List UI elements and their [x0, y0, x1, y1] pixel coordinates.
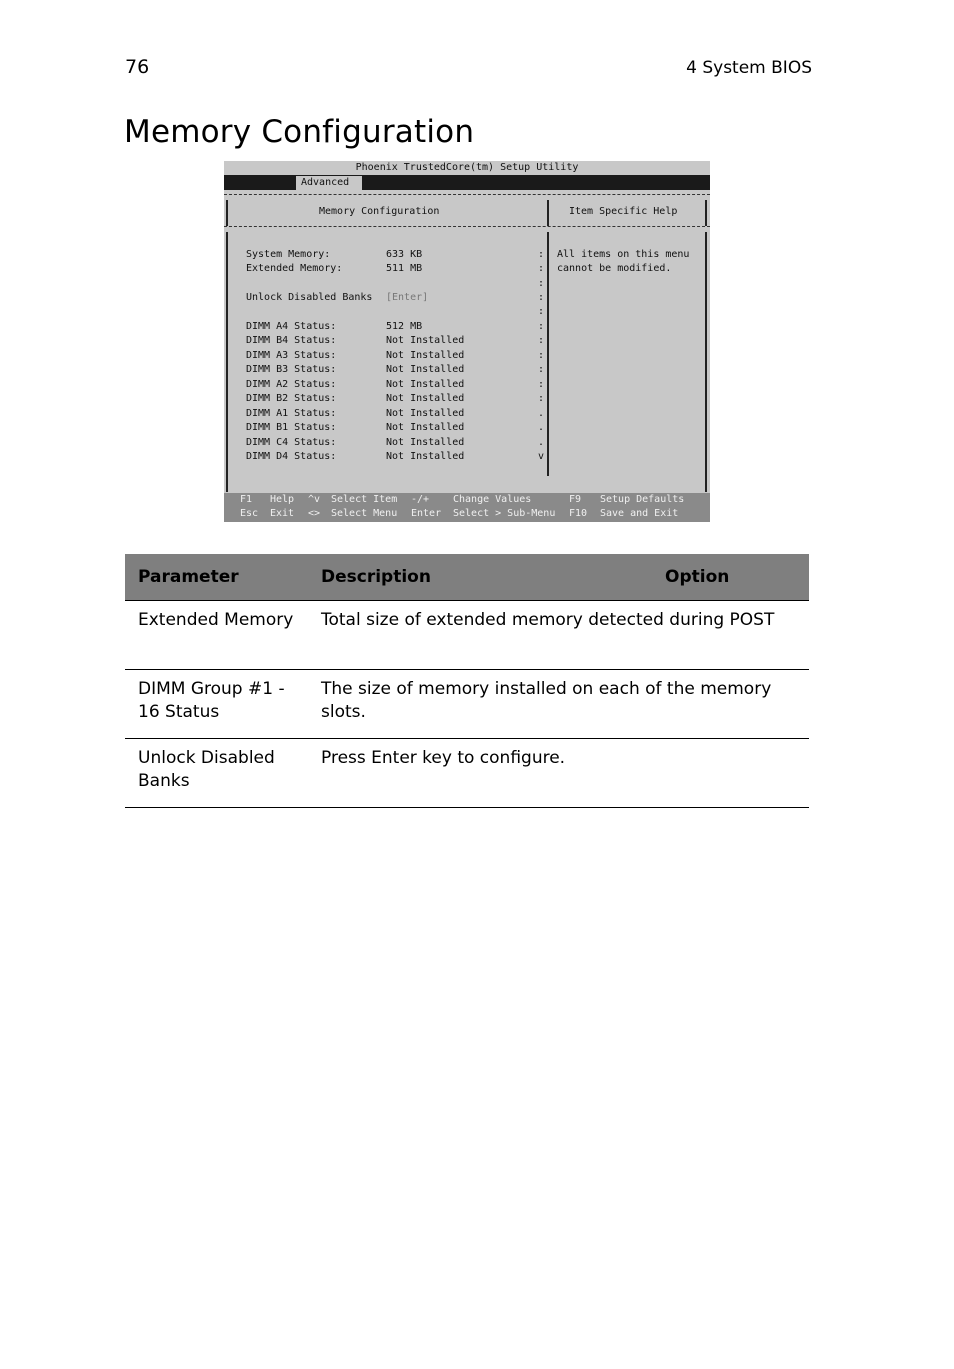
table-row [125, 670, 809, 739]
cell-parameter: DIMM Group #1 - 16 Status [125, 670, 308, 739]
cell-parameter: Extended Memory [125, 601, 308, 670]
scroll-marker: : [538, 278, 545, 289]
bios-field-value: 511 MB [386, 263, 423, 274]
cell-description: Total size of extended memory detected during POST [308, 601, 809, 670]
bios-field-label: DIMM D4 Status: [246, 451, 337, 462]
bios-title: Phoenix TrustedCore(tm) Setup Utility [224, 161, 710, 175]
bios-tab-advanced[interactable]: Advanced [296, 176, 362, 190]
scroll-marker: : [538, 364, 545, 375]
scroll-marker: : [538, 379, 545, 390]
bios-field-value: Not Installed [386, 364, 465, 375]
scroll-marker: : [538, 263, 545, 274]
header-option: Option [649, 554, 809, 601]
bios-border [705, 200, 707, 226]
bios-field-label: System Memory: [246, 249, 331, 260]
key-enter-action: Select > Sub-Menu [453, 508, 556, 519]
key-leftright[interactable]: <> [308, 508, 321, 519]
bios-field-label: DIMM A1 Status: [246, 408, 337, 419]
header-description: Description [308, 554, 649, 601]
scroll-marker: . [538, 437, 545, 448]
bios-field-label[interactable]: Unlock Disabled Banks [246, 292, 373, 303]
bios-screenshot [224, 161, 710, 522]
bios-field-label: DIMM C4 Status: [246, 437, 337, 448]
scroll-marker: . [538, 422, 545, 433]
bios-divider [224, 194, 710, 195]
bios-field-label: DIMM A4 Status: [246, 321, 337, 332]
scroll-marker: : [538, 249, 545, 260]
key-f1-action: Help [270, 494, 295, 505]
key-f10-action: Save and Exit [600, 508, 679, 519]
page-title: Memory Configuration [124, 114, 475, 150]
bios-field-value: Not Installed [386, 451, 465, 462]
key-updown-action: Select Item [331, 494, 398, 505]
bios-field-value: Not Installed [386, 408, 465, 419]
bios-border [226, 232, 228, 492]
key-esc[interactable]: Esc [240, 508, 259, 519]
bios-separator [547, 200, 549, 226]
parameter-table [125, 554, 809, 808]
key-updown[interactable]: ^v [308, 494, 321, 505]
bios-field-value: Not Installed [386, 335, 465, 346]
bios-field-label: DIMM B3 Status: [246, 364, 337, 375]
running-header: 4 System BIOS [686, 58, 812, 78]
scroll-down-marker: v [538, 451, 545, 462]
scroll-marker: : [538, 393, 545, 404]
key-enter[interactable]: Enter [411, 508, 442, 519]
bios-field-label: DIMM B1 Status: [246, 422, 337, 433]
key-plusminus-action: Change Values [453, 494, 532, 505]
cell-description: Press Enter key to configure. [308, 739, 809, 808]
bios-border [705, 232, 707, 492]
key-esc-action: Exit [270, 508, 295, 519]
bios-panel-title: Memory Configuration [319, 206, 440, 217]
bios-field-label: DIMM B2 Status: [246, 393, 337, 404]
bios-menubar [224, 175, 710, 190]
scroll-marker: : [538, 321, 545, 332]
bios-footer [224, 493, 710, 522]
scroll-marker: : [538, 335, 545, 346]
bios-help-title: Item Specific Help [569, 206, 678, 217]
bios-field-label: DIMM A2 Status: [246, 379, 337, 390]
key-f1[interactable]: F1 [240, 494, 253, 505]
bios-border [226, 200, 228, 226]
page-number: 76 [125, 56, 150, 78]
key-plusminus[interactable]: -/+ [411, 494, 430, 505]
bios-help-line: cannot be modified. [557, 263, 672, 274]
bios-field-value: Not Installed [386, 350, 465, 361]
bios-field-value: 512 MB [386, 321, 423, 332]
scroll-marker: : [538, 350, 545, 361]
header-parameter: Parameter [125, 554, 308, 601]
bios-help-line: All items on this menu [557, 249, 690, 260]
key-f10[interactable]: F10 [569, 508, 588, 519]
scroll-marker: : [538, 292, 545, 303]
cell-description: The size of memory installed on each of the memory slots. [308, 670, 809, 739]
table-row [125, 739, 809, 808]
bios-field-value: 633 KB [386, 249, 423, 260]
table-header-row [125, 554, 809, 601]
bios-field-value: Not Installed [386, 437, 465, 448]
bios-field-label: DIMM A3 Status: [246, 350, 337, 361]
key-f9-action: Setup Defaults [600, 494, 685, 505]
key-leftright-action: Select Menu [331, 508, 398, 519]
bios-separator [547, 232, 549, 476]
key-f9[interactable]: F9 [569, 494, 582, 505]
bios-body [224, 190, 710, 493]
bios-divider [224, 226, 710, 227]
bios-field-value: Not Installed [386, 393, 465, 404]
table-row [125, 601, 809, 670]
scroll-marker: : [538, 306, 545, 317]
cell-parameter: Unlock Disabled Banks [125, 739, 308, 808]
bios-field-value: Not Installed [386, 379, 465, 390]
bios-field-value: Not Installed [386, 422, 465, 433]
bios-field-value[interactable]: [Enter] [386, 292, 429, 303]
bios-field-label: Extended Memory: [246, 263, 343, 274]
scroll-marker: . [538, 408, 545, 419]
bios-field-label: DIMM B4 Status: [246, 335, 337, 346]
